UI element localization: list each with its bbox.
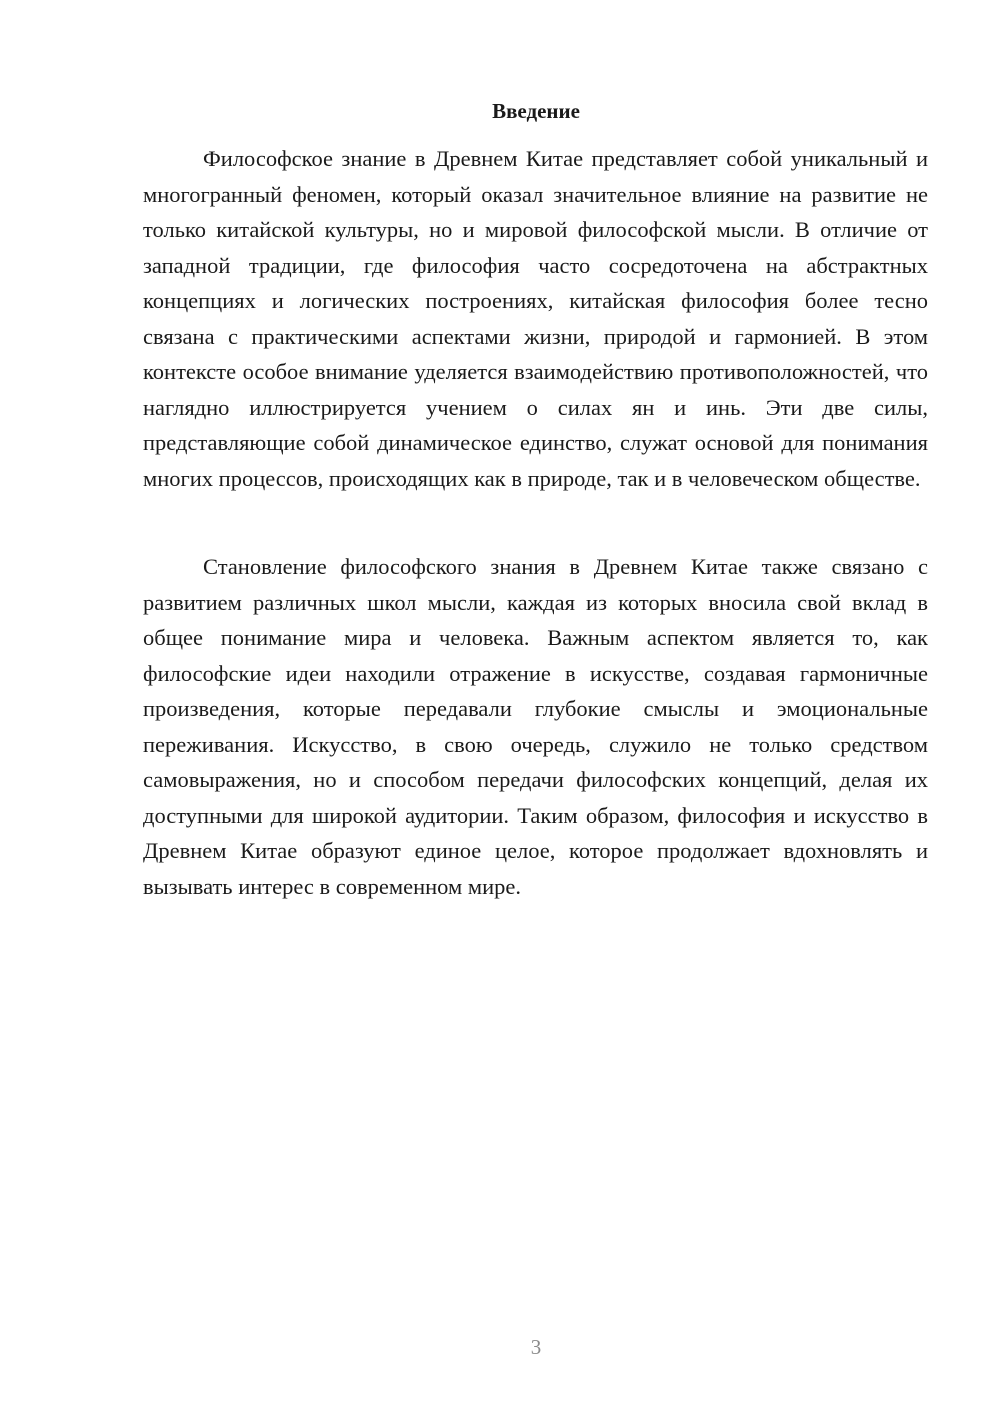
body-paragraph-1: Философское знание в Древнем Китае представляет собой уникальный и многогранный феномен, который оказал значительное влияние на развитие не только китайской культуры, но и мировой философской мысли. В отличие от западной традиции, где философия часто сосредоточена на абстрактных концепциях и логических построениях, китайская философия более тесно связана с практическими аспектами жизни, природой и гармонией. В этом контексте особое внимание уделяется взаимодействию противоположностей, что наглядно иллюстрируется учением о силах ян и инь. Эти две силы, представляющие собой динамическое единство, служат основой для понимания многих процессов, происходящих как в природе, так и в человеческом обществе. [143, 146, 928, 491]
section-heading: Введение [492, 99, 580, 123]
page-number: 3 [530, 1335, 542, 1359]
body-paragraph-2: Становление философского знания в Древнем Китае также связано с развитием различных школ мысли, каждая из которых вносила свой вклад в общее понимание мира и человека. Важным аспектом является то, как философские идеи находили отражение в искусстве, создавая гармоничные произведения, которые передавали глубокие смыслы и эмоциональные переживания. Искусство, в свою очередь, служило не только средством самовыражения, но и способом передачи философских концепций, делая их доступными для широкой аудитории. Таким образом, философия и искусство в Древнем Китае образуют единое целое, которое продолжает вдохновлять и вызывать интерес в современном мире. [143, 554, 928, 899]
